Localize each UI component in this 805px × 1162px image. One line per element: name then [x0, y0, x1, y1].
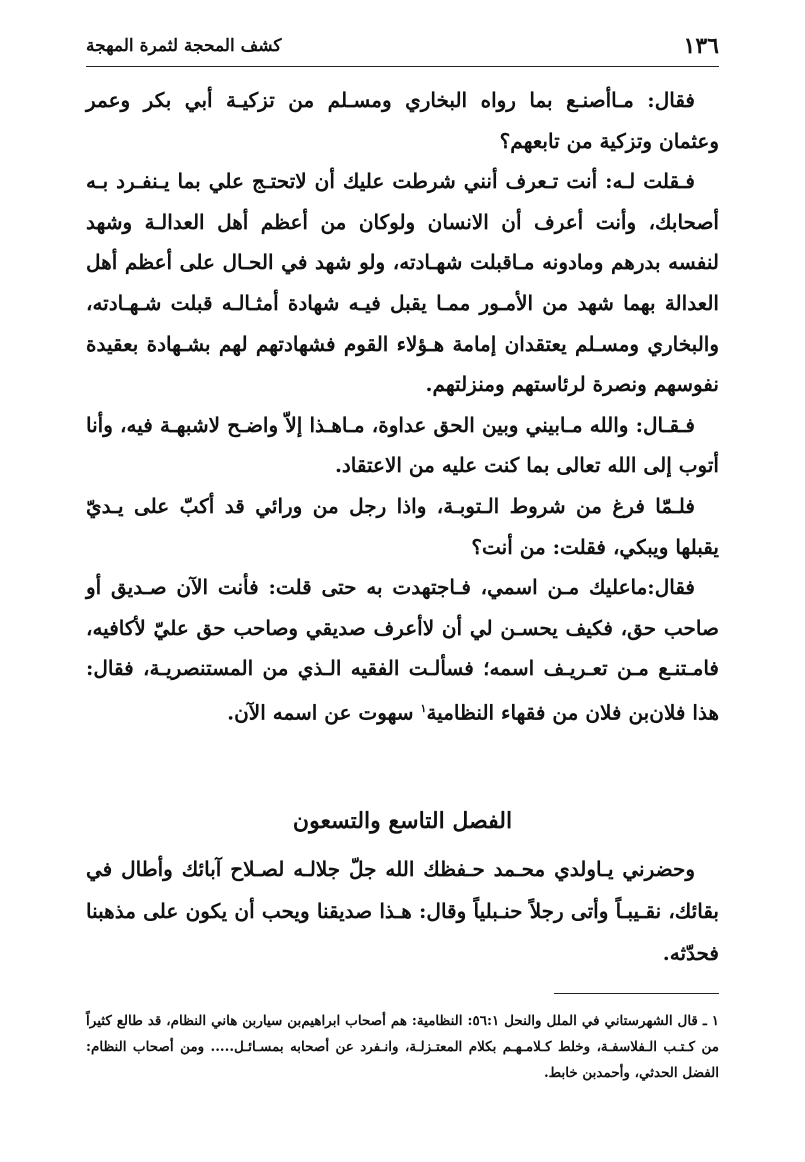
paragraph-5-tail: سهوت عن اسمه الآن.: [227, 700, 421, 725]
paragraph-5: [86, 567, 719, 733]
footnote-ref-1[interactable]: ١: [420, 701, 427, 715]
paragraph-3: فـقـال: والله مـابيني وبين الحق عداوة، مـاهـذا إلاّ واضـح لاشبهـة فيه، وأنا أتوب إلى الله تعالى بما كنت عليه من الاعتقاد.: [86, 412, 719, 478]
paragraph-5-text: فقال:ماعليك مـن اسمي، فـاجتهدت به حتى قلت: فأنت الآن صـديق أو صاحب حق، فكيف يحسـن لي أن لاأعرف صديقي وصاحب حق عليّ لأكافيه، فامـتنـع مـن تعـريـف اسمه؛ فسألـت الفقيه الـذي من المستنصريـة، فقال: هذا فلان‌بن فلان من فقهاء النظامية: [86, 575, 719, 725]
running-title: كشف المحجة لثمرة المهجة: [86, 36, 282, 56]
footnotes: [86, 1008, 719, 1086]
section-paragraph-1: وحضرني يـاولدي محـمد حـفظك الله جلّ جلالـه لصـلاح آبائك وأطال في بقائك، نقـيبـاً وأتى رجلاً حنـبلياً وقال: هـذا صديقنا ويحب أن يكون على مذهبنا فحدّثه.: [86, 857, 719, 965]
footnote-divider: [554, 993, 719, 994]
paragraph-1: فقال: مـاأصنـع بما رواه البخاري ومسـلم من تزكيـة أبي بكر وعمر وعثمان وتزكية من تابعهم؟: [86, 88, 719, 153]
main-text: [86, 80, 719, 733]
section-text: [86, 848, 719, 974]
footnote-1: ١ ـ قال الشهرستاني في الملل والنحل ٥٦:١: النظامية: هم أصحاب ابراهيم‌بن سيار‌بن هاني النظام، قد طالع كثيراً من كـتـب الـفلاسفـة، وخلط كـلامـهـم بكلام المعتـزلـة، وانـفرد عن أصحابه بمسـائـل..... ومن أصحاب النظام: الفضل الحدثي، وأحمدبن خابط.: [86, 1013, 720, 1081]
header-rule: [86, 66, 719, 67]
page-header: [86, 28, 719, 64]
page-number: ١٣٦: [683, 33, 719, 59]
paragraph-4: فلـمّا فرغ من شروط الـتوبـة، واذا رجل من ورائي قد أكبّ على يـديّ يقبلها ويبكي، فقلت: من أنت؟: [86, 493, 719, 559]
paragraph-2: فـقلت لـه: أنت تـعرف أنني شرطت عليك أن لاتحتـج علي بما يـنفـرد بـه أصحابك، وأنت أعرف أن الانسان ولوكان من أعظم أهل العدالـة وشهد لنفسه بدرهم ومادونه مـاقبلت شهـادته، ولو شهد في الحـال على أعظم أهل العدالة بهما شهد من الأمـور ممـا يقبل فيـه شهادة أمثـالـه قبلت شـهـادته، والبخاري ومسـلم يعتقدان إمامة هـؤلاء القوم فشهادتهم لهم بشـهادة بعقيدة نفوسهم ونصرة لرئاستهم ومنزلتهم.: [86, 169, 719, 397]
section-heading: الفصل التاسع والتسعون: [292, 808, 513, 834]
